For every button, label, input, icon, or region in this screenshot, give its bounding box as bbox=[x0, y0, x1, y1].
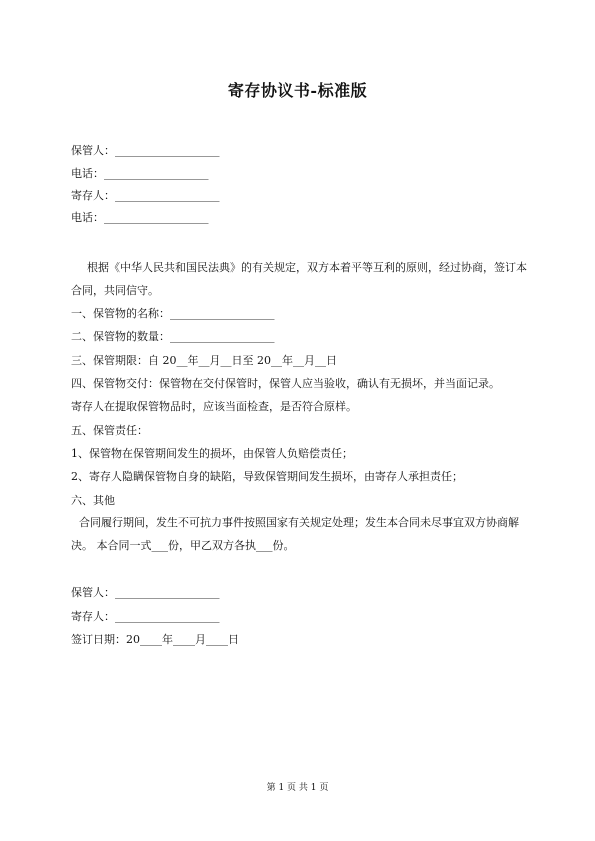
clause-liability-2: 2、寄存人隐瞒保管物自身的缺陷，导致保管期间发生损坏，由寄存人承担责任； bbox=[71, 470, 463, 483]
other-paragraph: 合同履行期间，发生不可抗力事件按照国家有关规定处理；发生本合同未尽事宜双方协商解决。 本合同一式___份，甲乙双方各执___份。 bbox=[71, 516, 519, 552]
clause-item-quantity: 二、保管物的数量：___________________ bbox=[71, 330, 275, 343]
keeper-line: 保管人：___________________ bbox=[71, 144, 220, 157]
clause-liability-heading: 五、保管责任： bbox=[71, 424, 148, 437]
intro-paragraph: 根据《中华人民共和国民法典》的有关规定，双方本着平等互利的原则，经过协商，签订本合同，共同信守。 bbox=[71, 261, 527, 297]
signing-date: 签订日期：20____年____月____日 bbox=[71, 633, 239, 646]
clause-storage-period: 三、保管期限：自 20__年__月__日至 20__年__月__日 bbox=[71, 354, 337, 367]
page-number: 第 1 页 共 1 页 bbox=[266, 783, 329, 793]
signature-keeper: 保管人：___________________ bbox=[71, 586, 220, 599]
clause-delivery: 四、保管物交付：保管物在交付保管时，保管人应当验收，确认有无损坏，并当面记录。 bbox=[71, 377, 500, 390]
depositor-phone-line: 电话：___________________ bbox=[71, 211, 209, 224]
depositor-line: 寄存人：___________________ bbox=[71, 189, 220, 202]
clause-liability-1: 1、保管物在保管期间发生的损坏，由保管人负赔偿责任； bbox=[71, 447, 353, 460]
document-title: 寄存协议书-标准版 bbox=[227, 81, 368, 100]
clause-item-name: 一、保管物的名称：___________________ bbox=[71, 307, 275, 320]
clause-delivery-cont: 寄存人在提取保管物品时，应该当面检查，是否符合原样。 bbox=[71, 400, 357, 413]
clause-other-heading: 六、其他 bbox=[71, 494, 115, 507]
signature-depositor: 寄存人：___________________ bbox=[71, 610, 220, 623]
keeper-phone-line: 电话：___________________ bbox=[71, 167, 209, 180]
